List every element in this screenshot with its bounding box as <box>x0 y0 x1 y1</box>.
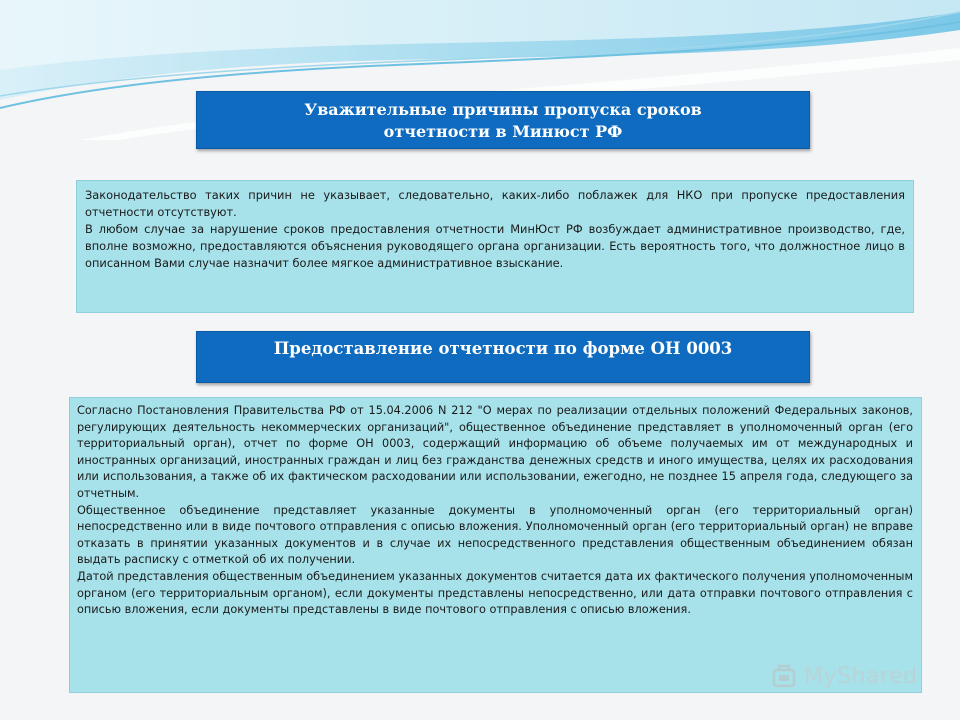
title-line: Предоставление отчетности по форме ОН 0003 <box>273 339 733 358</box>
watermark <box>770 660 940 692</box>
logo-icon <box>770 662 798 690</box>
title-line: Уважительные причины пропуска сроков <box>304 100 702 119</box>
paragraph: Законодательство таких причин не указывает, следовательно, каких-либо поблажек для НКО при пропуске предоставления отчетности отсутствуют. <box>85 188 905 219</box>
section-title-form-oh0003 <box>196 331 810 383</box>
section-title-valid-reasons <box>196 91 810 149</box>
title-line: отчетности в Минюст РФ <box>383 122 623 141</box>
text-box-legislation <box>76 180 914 313</box>
paragraph: Датой представления общественным объединением указанных документов считается дата их фактического получения уполномоченным органом (его территориальным органом), если документы представлены непосредственно, или дата отправки почтового отправления с описью вложения, если документы представлены в виде почтового отправления с описью вложения. <box>77 569 913 617</box>
watermark-text: MyShared <box>804 663 918 689</box>
paragraph: В любом случае за нарушение сроков предоставления отчетности МинЮст РФ возбуждает административное производство, где, вполне возможно, предоставляются объяснения руководящего органа организации. Есть вероятность того, что должностное лицо в описанном Вами случае назначит более мягкое административное взыскание. <box>85 222 905 270</box>
text-box-regulation <box>69 397 922 693</box>
paragraph: Общественное объединение представляет указанные документы в уполномоченный орган (его территориальный орган) непосредственно или в виде почтового отправления с описью вложения. Уполномоченный орган (его территориальный орган) не вправе отказать в принятии указанных документов и в случае их непосредственного представления общественным объединением обязан выдать расписку с отметкой об их получении. <box>77 503 913 567</box>
paragraph: Согласно Постановления Правительства РФ от 15.04.2006 N 212 "О мерах по реализации отдельных положений Федеральных законов, регулирующих деятельность некоммерческих организаций", общественное объединение представляет в уполномоченный орган (его территориальный орган), отчет по форме ОН 0003, содержащий информацию об объеме получаемых им от международных и иностранных организаций, иностранных граждан и лиц без гражданства денежных средств и иного имущества, целях их расходования или использования, а также об их фактическом расходовании или использовании, ежегодно, не позднее 15 апреля года, следующего за отчетным. <box>77 404 913 500</box>
